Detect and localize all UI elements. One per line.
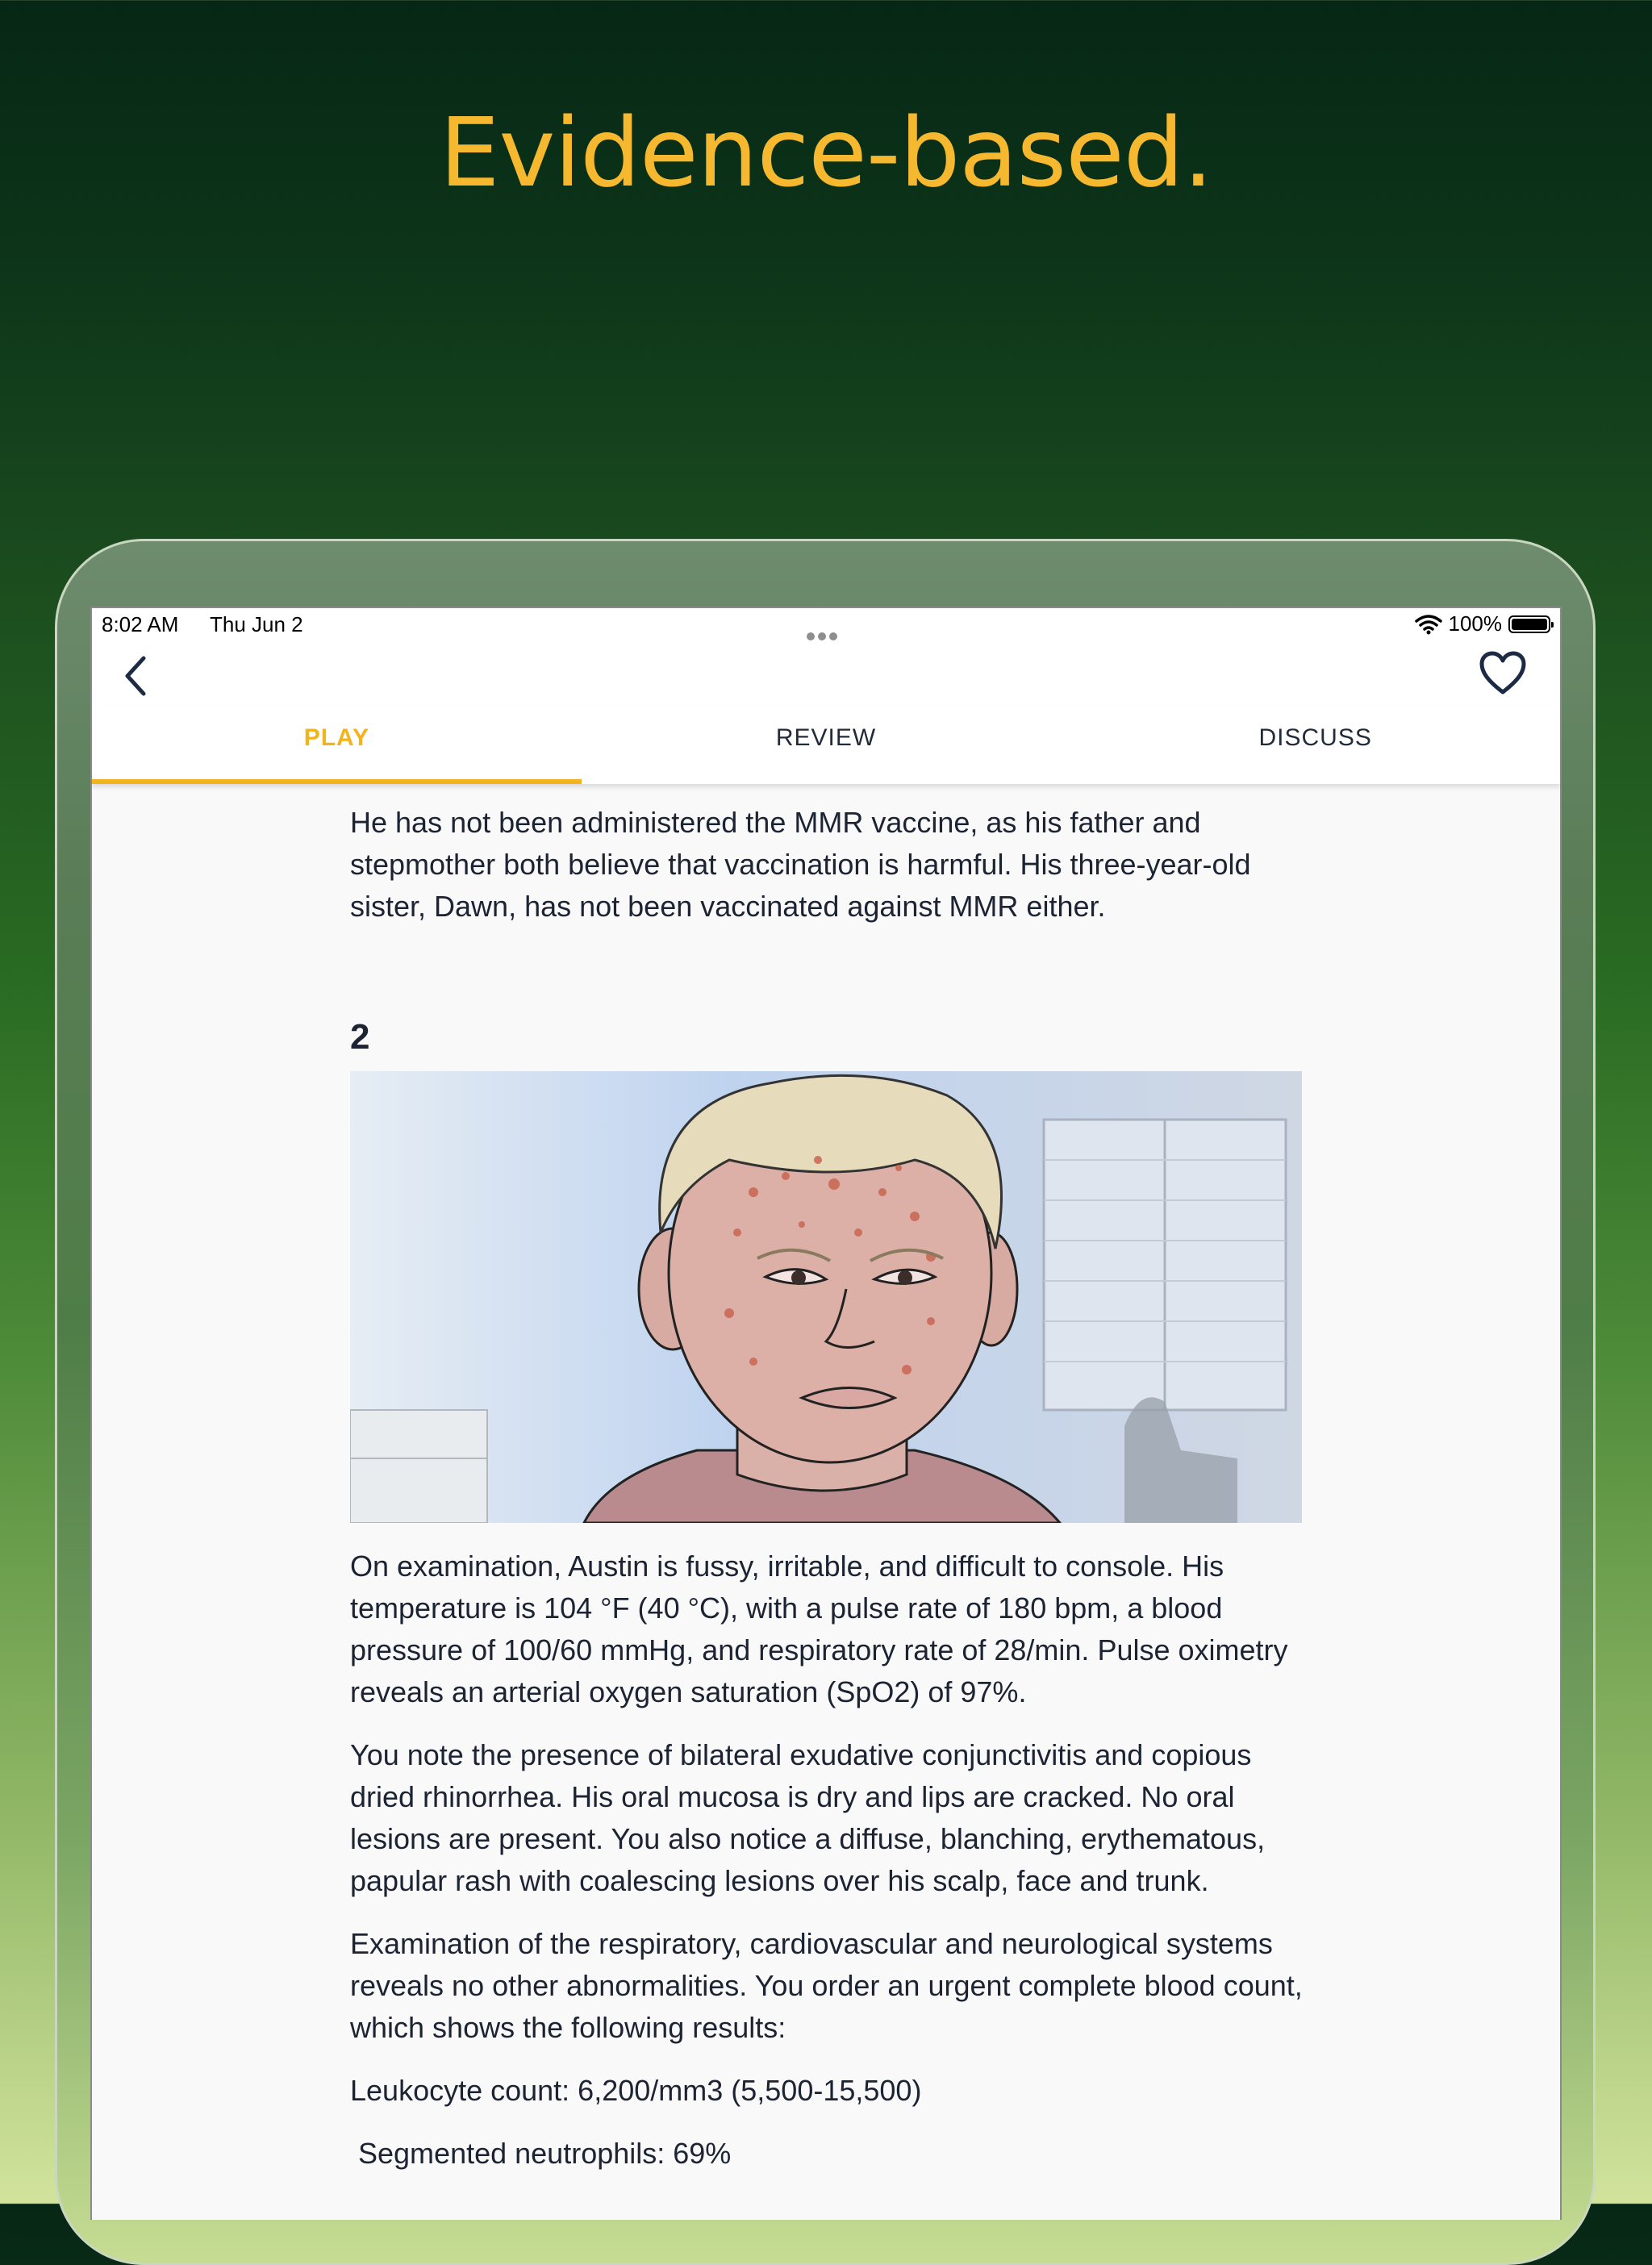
app-screen (90, 607, 1562, 2220)
tab-discuss[interactable]: DISCUSS (1258, 724, 1372, 751)
wifi-icon (1415, 614, 1442, 635)
battery-icon (1508, 615, 1550, 633)
intro-paragraph: He has not been administered the MMR vaccine, as his father and stepmother both believe that vaccination is harmful. His three-year-old sister, Dawn, has not been vaccinated against MMR either. (350, 806, 1251, 923)
headline: Evidence-based. (439, 97, 1213, 208)
patient-illustration (350, 1071, 1302, 1523)
exam-paragraph-2: You note the presence of bilateral exudative conjunctivitis and copious dried rhinorrhea. His oral mucosa is dry and lips are cracked. No oral lesions are present. You also notice a diffuse, blanching, erythematous, papular rash with coalescing lesions over his scalp, face and trunk. (350, 1738, 1266, 1897)
tab-play[interactable]: PLAY (92, 707, 582, 784)
nav-bar (92, 640, 1560, 707)
exam-paragraph-1: On examination, Austin is fussy, irritable, and difficult to console. His temperature is 104 °F (40 °C), with a pulse rate of 180 bpm, a blood pressure of 100/60 mmHg, and respiratory rate of 28/min. Pulse oximetry reveals an arterial oxygen saturation (SpO2) of 97%. (350, 1550, 1288, 1708)
lab-result-neutrophils: Segmented neutrophils: 69% (350, 2137, 732, 2170)
tab-review[interactable]: REVIEW (775, 724, 877, 751)
battery-percent: 100% (1448, 611, 1502, 636)
status-time: 8:02 AM (102, 612, 179, 636)
back-chevron-icon[interactable] (113, 652, 158, 700)
case-content (350, 802, 1310, 2196)
exam-paragraph-3: Examination of the respiratory, cardiovascular and neurological systems reveals no other abnormalities. You order an urgent complete blood count, which shows the following results: (350, 1927, 1303, 2044)
heart-icon[interactable] (1478, 650, 1528, 697)
status-bar (92, 608, 1560, 640)
status-date: Thu Jun 2 (210, 612, 303, 636)
tab-bar (92, 707, 1560, 784)
section-number: 2 (350, 1017, 370, 1057)
lab-result-leukocytes: Leukocyte count: 6,200/mm3 (5,500-15,500) (350, 2074, 922, 2107)
status-right (1415, 611, 1551, 636)
